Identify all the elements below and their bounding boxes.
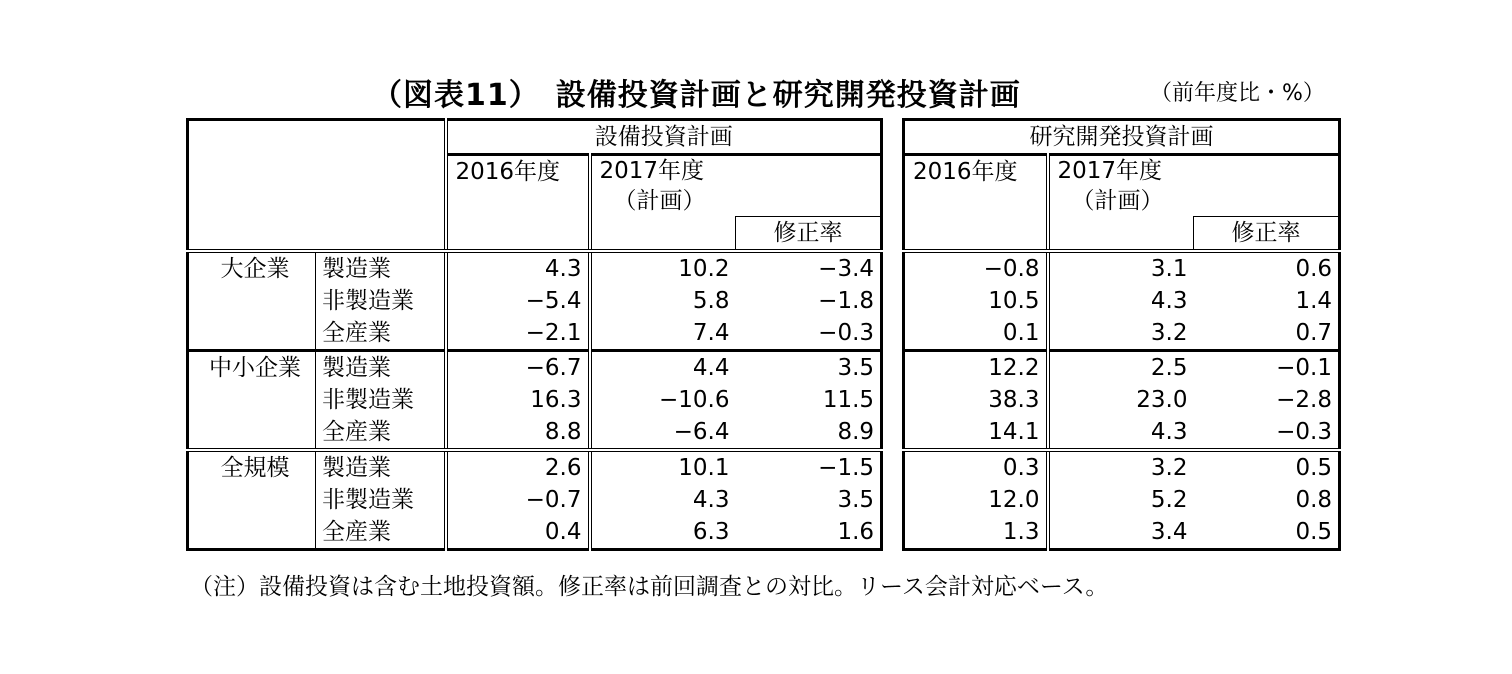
- capex-2016-header: 2016年度: [446, 155, 590, 252]
- rnd-cell: −0.1: [1276, 355, 1333, 381]
- rnd-cell: 12.0: [988, 487, 1040, 513]
- rnd-cell: 5.2: [1048, 484, 1194, 516]
- rnd-2016-header: 2016年度: [904, 155, 1048, 252]
- capex-cell: −1.5: [818, 455, 875, 481]
- capex-cell: 2.6: [446, 450, 590, 484]
- group-label-all: 全規模: [220, 455, 290, 481]
- capex-cell: 4.3: [446, 251, 590, 285]
- rnd-cell: −0.3: [1194, 416, 1340, 450]
- rnd-cell: 0.7: [1194, 317, 1340, 351]
- capex-cell: 4.4: [590, 351, 736, 385]
- capex-cell: 0.4: [446, 516, 590, 550]
- rnd-cell: 0.1: [904, 317, 1048, 351]
- row-label: 製造業: [316, 251, 446, 285]
- rnd-2017-header: [1048, 155, 1340, 217]
- rnd-cell: 23.0: [1048, 384, 1194, 416]
- capex-cell: −2.1: [446, 317, 590, 351]
- capex-table: [186, 118, 883, 551]
- unit-label: （前年度比・%）: [1150, 81, 1325, 106]
- rnd-cell: 0.5: [1295, 455, 1333, 481]
- rnd-table: [902, 118, 1341, 551]
- rnd-cell: 0.6: [1295, 256, 1333, 282]
- row-label: 全産業: [316, 317, 446, 351]
- capex-cell: 10.1: [590, 450, 736, 484]
- capex-cell: −1.8: [818, 288, 875, 314]
- rnd-cell: 0.5: [1295, 519, 1333, 545]
- capex-cell: −0.7: [446, 484, 590, 516]
- capex-cell: −5.4: [446, 285, 590, 317]
- capex-cell: −6.7: [446, 351, 590, 385]
- row-label: 非製造業: [316, 384, 446, 416]
- rnd-cell: 3.2: [1048, 450, 1194, 484]
- row-label: 全産業: [316, 416, 446, 450]
- capex-cell: 8.8: [446, 416, 590, 450]
- group-label-sme: 中小企業: [209, 355, 301, 381]
- capex-cell: 7.4: [590, 317, 736, 351]
- capex-revision-header: 修正率: [736, 217, 882, 252]
- rnd-cell: 3.2: [1048, 317, 1194, 351]
- row-label: 全産業: [316, 516, 446, 550]
- capex-2017-year: 2017年度: [599, 158, 705, 184]
- capex-cell: −0.3: [736, 317, 882, 351]
- rnd-cell: −0.8: [983, 256, 1040, 282]
- capex-cell: 3.5: [837, 355, 875, 381]
- capex-cell: 1.6: [837, 519, 875, 545]
- rnd-cell: −2.8: [1276, 387, 1333, 413]
- row-label: 製造業: [316, 450, 446, 484]
- rnd-cell: 4.3: [1048, 285, 1194, 317]
- capex-cell: 4.3: [590, 484, 736, 516]
- rnd-cell: 0.3: [1002, 455, 1040, 481]
- rnd-cell: 1.4: [1295, 288, 1333, 314]
- rnd-cell: 3.1: [1048, 251, 1194, 285]
- capex-cell: 11.5: [822, 387, 875, 413]
- rnd-2017-plan: （計画）: [1071, 188, 1164, 214]
- footnote: （注）設備投資は含む土地投資額。修正率は前回調査との対比。リース会計対応ベース。: [190, 574, 1109, 600]
- rnd-header: 研究開発投資計画: [904, 120, 1340, 155]
- capex-cell: 3.5: [837, 487, 875, 513]
- capex-cell: −10.6: [590, 384, 736, 416]
- group-label-large: 大企業: [220, 256, 290, 282]
- capex-header: 設備投資計画: [446, 120, 882, 155]
- rnd-cell: 0.8: [1295, 487, 1333, 513]
- rnd-cell: 14.1: [904, 416, 1048, 450]
- capex-cell: −6.4: [590, 416, 736, 450]
- capex-cell: 6.3: [590, 516, 736, 550]
- rnd-cell: 12.2: [988, 355, 1040, 381]
- corner-cell: [188, 120, 446, 252]
- capex-2017-plan: （計画）: [613, 188, 706, 214]
- figure-title: （図表11） 設備投資計画と研究開発投資計画: [372, 78, 1021, 113]
- row-label: 製造業: [316, 351, 446, 385]
- row-label: 非製造業: [316, 484, 446, 516]
- capex-cell: 5.8: [590, 285, 736, 317]
- capex-cell: 16.3: [446, 384, 590, 416]
- rnd-cell: 10.5: [988, 288, 1040, 314]
- rnd-cell: 1.3: [1002, 519, 1040, 545]
- rnd-cell: 2.5: [1048, 351, 1194, 385]
- rnd-cell: 3.4: [1048, 516, 1194, 550]
- rnd-cell: 4.3: [1048, 416, 1194, 450]
- capex-cell: 8.9: [736, 416, 882, 450]
- capex-2017-header: [590, 155, 882, 217]
- rnd-revision-header: 修正率: [1194, 217, 1340, 252]
- rnd-2017-year: 2017年度: [1057, 158, 1163, 184]
- rnd-cell: 38.3: [988, 387, 1040, 413]
- capex-cell: −3.4: [818, 256, 875, 282]
- row-label: 非製造業: [316, 285, 446, 317]
- capex-cell: 10.2: [590, 251, 736, 285]
